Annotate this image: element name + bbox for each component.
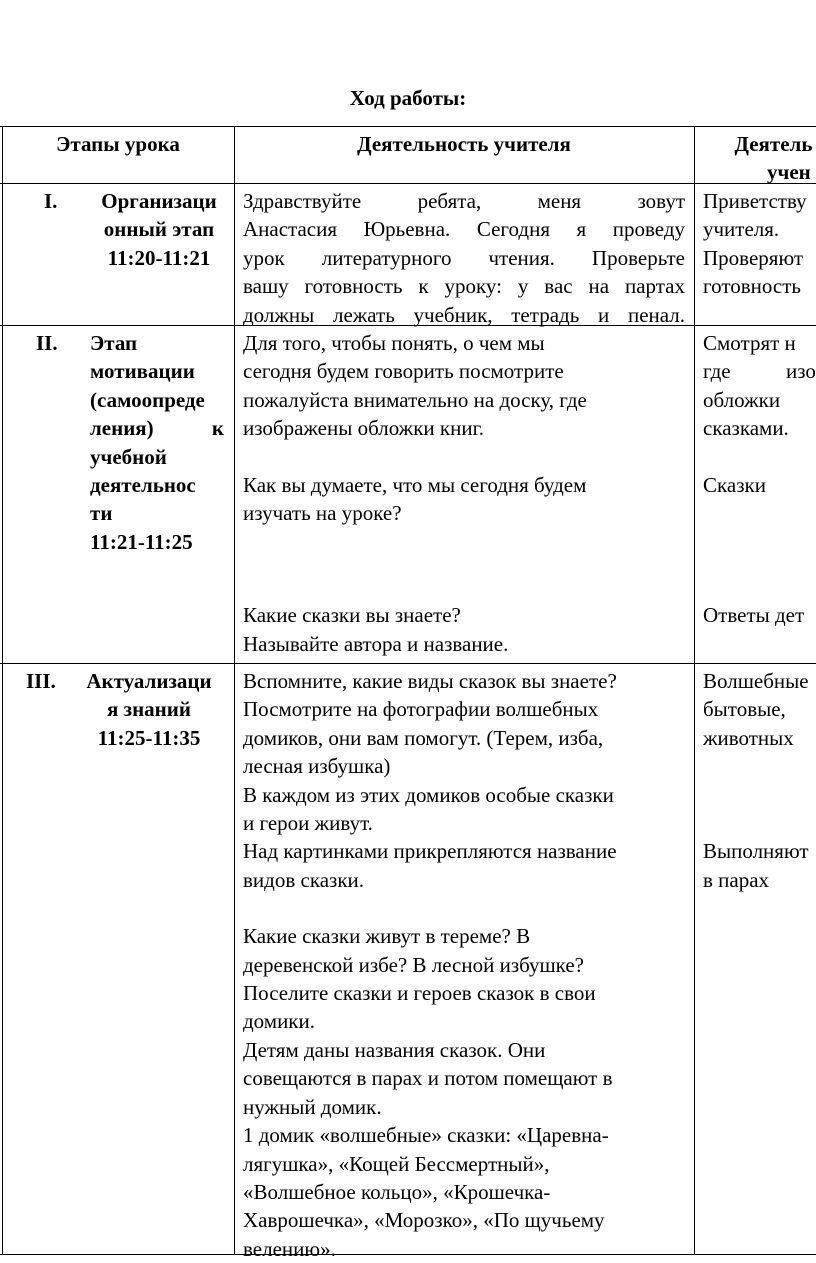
stage-name: Организаци онный этап 11:20-11:21: [101, 189, 217, 270]
header-stages: Этапы урока: [56, 132, 180, 156]
stage-cell: [36, 329, 230, 659]
stage-name: Этап мотивации (самоопреде ления) к учебной деятельнос ти 11:21-11:25: [90, 331, 224, 554]
stage-number: I.: [44, 189, 58, 213]
table-column-divider: [234, 126, 235, 1255]
student-activity-cell: Смотрят н где изо обложки сказками. Сказки Ответы дет: [703, 331, 816, 628]
teacher-activity-cell: Для того, чтобы понять, о чем мы сегодня будем говорить посмотрите пожалуйста внимательно на доску, где изображены обложки книг. Как вы думаете, что мы сегодня будем изучать на уроке? Какие сказки вы знаете? Называйте автора и название.: [243, 331, 587, 656]
stage-cell: [44, 187, 230, 322]
teacher-activity-cell: Вспомните, какие виды сказок вы знаете? Посмотрите на фотографии волшебных домиков, они вам помогут. (Терем, изба, лесная избушка) В каждом из этих домиков особые сказки и герои живут. Над картинками прикрепляются название видов сказки. Какие сказки живут в тереме? В деревенской избе? В лесной избушке? Поселите сказки и героев сказок в свои домики. Детям даны названия сказок. Они совещаются в парах и потом помещают в нужный домик. 1 домик «волшебные» сказки: «Царевна- лягушка», «Кощей Бессмертный», «Волшебное кольцо», «Крошечка- Хаврошечка», «Морозко», «По щучьему велению».: [243, 669, 617, 1261]
stage-number: II.: [36, 331, 58, 355]
stage-number: III.: [26, 669, 56, 693]
header-student-activity: Деятель учен: [734, 132, 813, 185]
student-activity-cell: Приветству учителя. Проверяют готовность: [703, 189, 807, 299]
table-column-divider: [694, 126, 695, 1255]
stage-name: Актуализаци я знаний 11:25-11:35: [86, 669, 212, 750]
page-title: Ход работы:: [349, 86, 467, 110]
table-border-left: [2, 126, 3, 1255]
header-teacher-activity: Деятельность учителя: [357, 132, 571, 156]
student-activity-cell: Волшебные бытовые, животных Выполняют в парах: [703, 669, 809, 892]
teacher-activity-cell: Здравствуйте ребята, меня зовут Анастасия Юрьевна. Сегодня я проведу урок литературного чтения. Проверьте вашу готовность к уроку: у вас на партах должны лежать учебник, тетрадь и пенал.: [243, 189, 685, 327]
stage-cell: [26, 667, 230, 787]
